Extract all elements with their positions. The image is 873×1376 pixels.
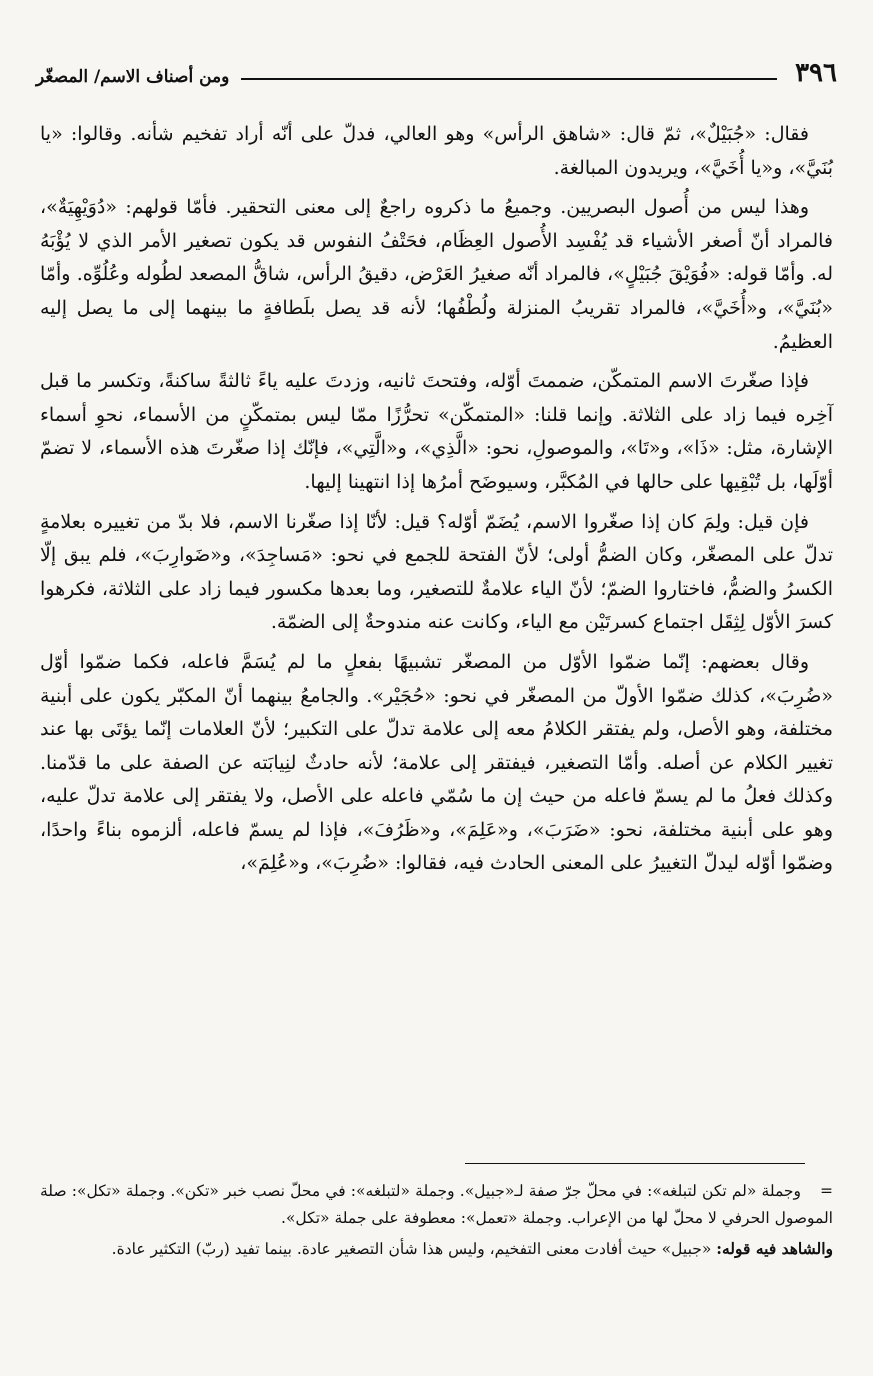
main-text: [40, 118, 833, 887]
paragraph-1: فقال: «جُبَيْلٌ»، ثمّ قال: «شاهق الرأس» وهو العالي، فدلّ على أنّه أراد تفخيم شأنه. وقالوا: «يا بُنَيَّ»، و«يا أُخَيَّ»، ويريدون المبالغة.: [40, 123, 833, 179]
witness-label: والشاهد فيه قوله:: [716, 1239, 833, 1258]
page-header: [36, 52, 837, 86]
paragraph-4: فإن قيل: ولِمَ كان إذا صغّروا الاسم، يُضَمّ أوّله؟ قيل: لأنّا إذا صغّرنا الاسم، فلا بدّ من تغييره بعلامةٍ تدلّ على المصغّر، وكان الضمُّ أولى؛ لأنّ الفتحة للجمع في نحو: «مَساجِدَ»، و«ضَوارِبَ»، فلم يبق إلّا الكسرُ والضمُّ، فاختاروا الضمّ؛ لأنّ الياء علامةٌ للتصغير، وما بعدها مكسور فيما زاد على الثلاثة، فكرهوا كسرَ الأوّل لِثِقَل اجتماع كسرتَيْن مع الياء، وكانت عنه مندوحةٌ إلى الضمّة.: [40, 510, 833, 634]
running-title: ومن أصناف الاسم/ المصغّر: [36, 67, 230, 87]
page-number: ٣٩٦: [795, 58, 837, 88]
paragraph-3: فإذا صغّرتَ الاسم المتمكّن، ضممتَ أوّله، وفتحتَ ثانيه، وزدتَ عليه ياءً ثالثةً ساكنةً، وتكسر ما قبل آخِره فيما زاد على الثلاثة. وإنما قلنا: «المتمكّن» تحرُّزًا ممّا ليس بمتمكّنٍ من الأسماء، نحوِ أسماء الإشارة، مثل: «ذَا»، و«تَا»، والموصولِ، نحو: «الَّذِي»، و«الَّتِي»، فإنّك إذا صغّرتَ هذه الأسماء، لا تضمّ أوّلَها، بل تُبْقِيها على حالها في المُكبَّر، وسيوضَح أمرُها إذا انتهينا إليها.: [40, 370, 833, 493]
continuation-mark: =: [820, 1182, 833, 1200]
header-rule: [241, 78, 777, 80]
footnote-continuation: [40, 1178, 833, 1232]
footnote-witness: [40, 1235, 833, 1263]
paragraph-5: وقال بعضهم: إنّما ضمّوا الأوّل من المصغّر تشبيهًا بفعلٍ ما لم يُسَمَّ فاعله، فكما ضمّوا أوّل «ضُرِبَ»، كذلك ضمّوا الأولّ من المصغّر في نحو: «حُجَيْر». والجامعُ بينهما أنّ المكبّر يكون على أبنية مختلفة، وهو الأصل، ولم يفتقر الكلامُ معه إلى علامة تدلّ على التكبير؛ لأنّ العلامات إنّما يؤتَى بها عند تغيير الكلام عن أصله. وأمّا التصغير، فيفتقر إلى علامة؛ لأنه حادثٌ لنِيابَته عن الصفة على ما قدّمنا. وكذلك فعلُ ما لم يسمّ فاعله من حيث إن ما سُمّي فاعله على الأصل، ولا يفتقر إلى علامة تدلّ عليه، وهو على أبنية مختلفة، نحو: «ضَرَبَ»، و«عَلِمَ»، و«ظَرُفَ»، فإذا لم يسمّ فاعله، ألزموه بناءً واحدًا، وضمّوا أوّله ليدلّ التغييرُ على المعنى الحادث فيه، فقالوا: «ضُرِبَ»، و«عُلِمَ»،: [40, 650, 833, 875]
footnote-continuation-text: وجملة «لم تكن لتبلغه»: في محلّ جرّ صفة لـ«جبيل». وجملة «لتبلغه»: في محلّ نصب خبر «تكن». وجملة «تكل»: صلة الموصول الحرفي لا محلّ لها من الإعراب. وجملة «تعمل»: معطوفة على جملة «تكل».: [40, 1182, 833, 1227]
paragraph-2: وهذا ليس من أُصول البصريين. وجميعُ ما ذكروه راجعٌ إلى معنى التحقير. فأمّا قولهم: «دُوَيْهِيَةٌ»، فالمراد أنّ أصغر الأشياء قد يُفْسِد الأُصول العِظَام، فحَتْفُ النفوس قد يكون تصغير الأمر الذي لا يُؤْبَهُ له. وأمّا قوله: «فُوَيْقَ جُبَيْلٍ»، فالمراد أنّه صغيرُ العَرْض، دقيقُ الرأس، شاقُّ المصعد لطُوله وعُلُوِّه. وأمّا «بُنَيَّ»، و«أُخَيَّ»، فالمراد تقريبُ المنزلة ولُطْفُها؛ لأنه قد يصل بلَطافةٍ ما بينهما إلى ما يصل إليه العظيمُ.: [40, 196, 833, 353]
footnotes: [40, 1178, 833, 1266]
footnote-separator: [465, 1163, 805, 1164]
witness-text: «جبيل» حيث أفادت معنى التفخيم، وليس هذا شأن التصغير عادة. بينما تفيد (ربّ) التكثير عادة.: [111, 1240, 712, 1258]
